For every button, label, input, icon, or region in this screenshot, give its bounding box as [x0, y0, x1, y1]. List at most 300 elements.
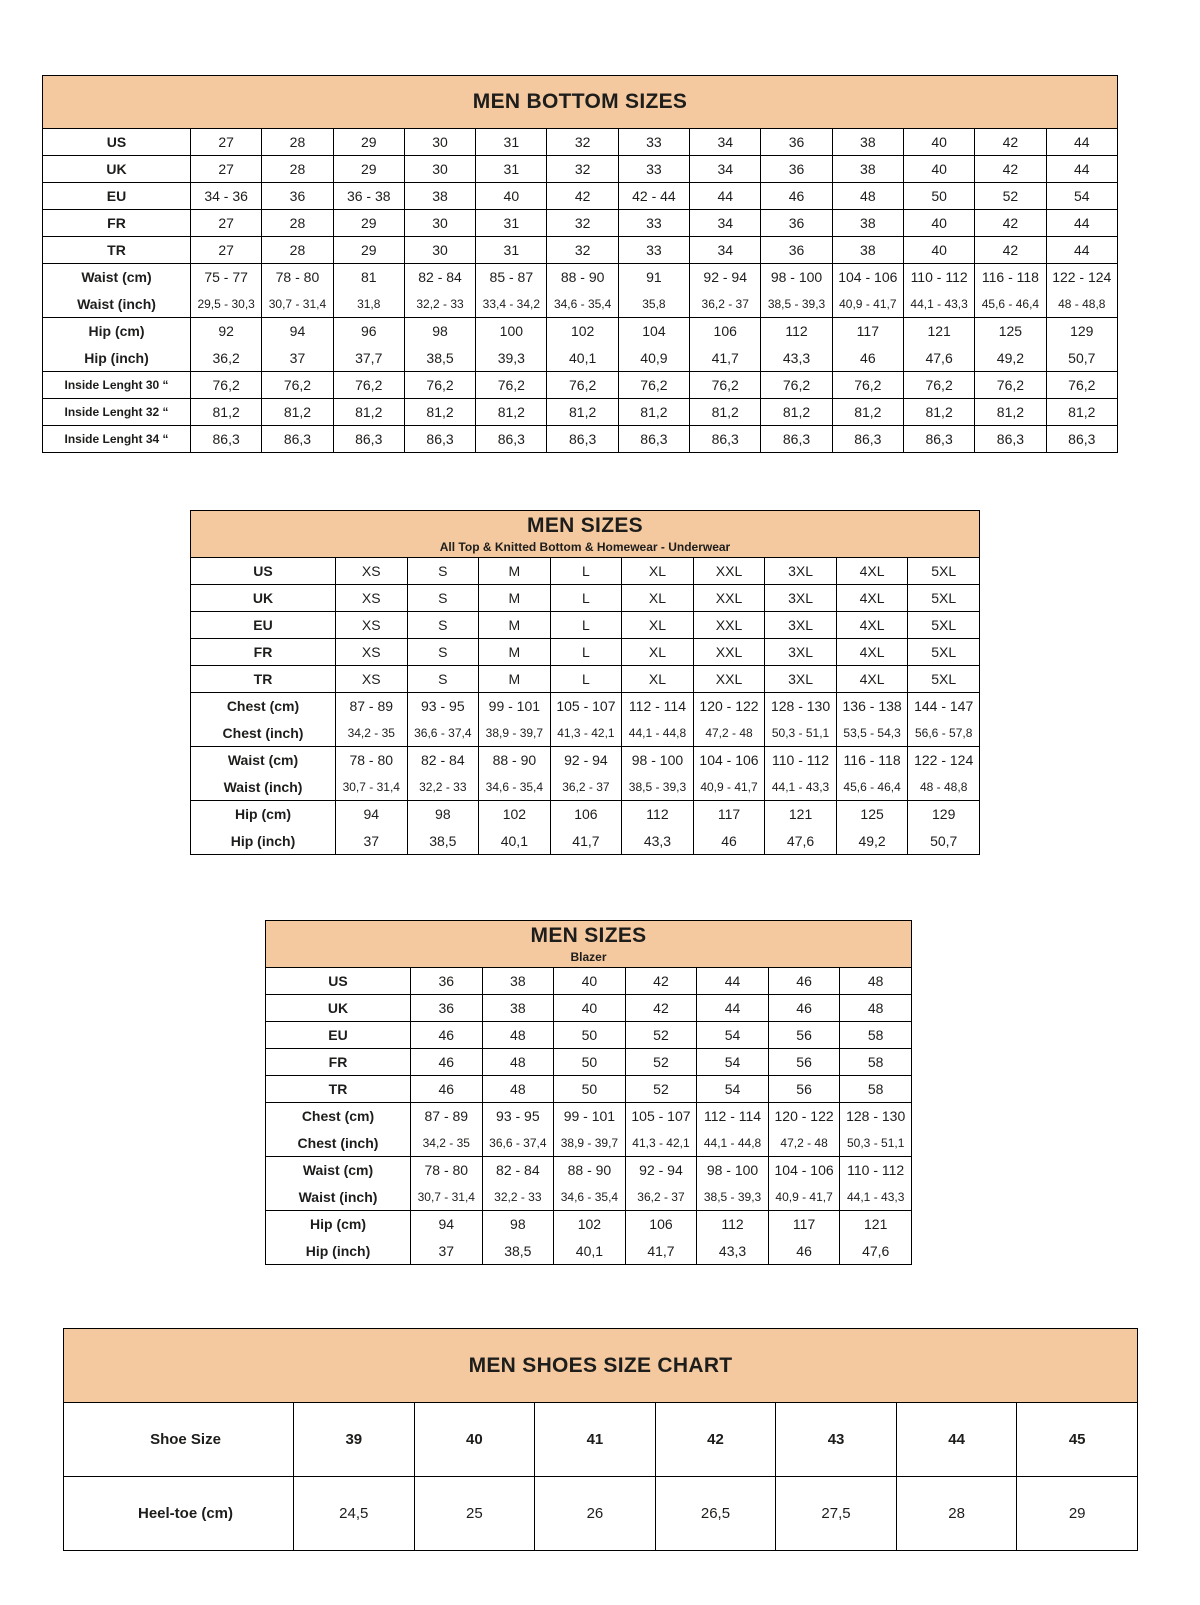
cell: 36 — [411, 995, 483, 1022]
cell: 106 — [690, 318, 761, 345]
cell: 31 — [476, 156, 547, 183]
cell: 40,1 — [547, 345, 618, 372]
cell: 116 - 118 — [836, 747, 908, 774]
cell: 28 — [896, 1477, 1017, 1551]
row-label: Waist (inch) — [191, 774, 336, 801]
cell: L — [550, 612, 622, 639]
cell: 36 — [411, 968, 483, 995]
cell: 32,2 - 33 — [404, 291, 475, 318]
cell: 98 - 100 — [622, 747, 694, 774]
cell: 98 — [482, 1211, 554, 1238]
cell: 104 - 106 — [832, 264, 903, 291]
cell: 112 - 114 — [697, 1103, 769, 1130]
cell: 75 - 77 — [191, 264, 262, 291]
cell: 76,2 — [547, 372, 618, 399]
cell: 36,2 - 37 — [550, 774, 622, 801]
cell: 40 — [903, 156, 974, 183]
cell: 29,5 - 30,3 — [191, 291, 262, 318]
cell: 37 — [336, 828, 408, 855]
cell: 3XL — [765, 585, 837, 612]
cell: 42 — [547, 183, 618, 210]
cell: 34 — [690, 237, 761, 264]
cell: M — [479, 639, 551, 666]
row-label: Hip (cm) — [266, 1211, 411, 1238]
cell: 30 — [404, 237, 475, 264]
row-label: US — [266, 968, 411, 995]
row-label: Heel-toe (cm) — [64, 1477, 294, 1551]
cell: XL — [622, 612, 694, 639]
cell: 98 - 100 — [697, 1157, 769, 1184]
cell: 38 — [832, 156, 903, 183]
cell: 36 — [761, 210, 832, 237]
cell: 52 — [625, 1076, 697, 1103]
cell: 38,5 — [407, 828, 479, 855]
cell: XS — [336, 666, 408, 693]
cell: 44,1 - 44,8 — [697, 1130, 769, 1157]
cell: 110 - 112 — [840, 1157, 912, 1184]
cell: 76,2 — [1046, 372, 1117, 399]
cell: 45,6 - 46,4 — [836, 774, 908, 801]
cell: 88 - 90 — [547, 264, 618, 291]
cell: 44 — [1046, 129, 1117, 156]
table-row — [191, 828, 980, 855]
cell: 31 — [476, 210, 547, 237]
cell: 48 — [482, 1076, 554, 1103]
cell: 38,9 - 39,7 — [479, 720, 551, 747]
cell: 112 — [761, 318, 832, 345]
cell: 46 — [768, 995, 840, 1022]
cell: 50,7 — [908, 828, 980, 855]
men-sizes-top-table — [190, 510, 980, 855]
cell: 85 - 87 — [476, 264, 547, 291]
table-row — [191, 747, 980, 774]
cell: XL — [622, 585, 694, 612]
cell: L — [550, 666, 622, 693]
cell: 46 — [832, 345, 903, 372]
table-row — [266, 1049, 912, 1076]
cell: 40 — [554, 968, 626, 995]
cell: S — [407, 639, 479, 666]
cell: XL — [622, 558, 694, 585]
row-label: Hip (inch) — [43, 345, 191, 372]
row-label: EU — [266, 1022, 411, 1049]
cell: 32,2 - 33 — [407, 774, 479, 801]
cell: 92 - 94 — [550, 747, 622, 774]
cell: 81,2 — [404, 399, 475, 426]
cell: 129 — [1046, 318, 1117, 345]
cell: 86,3 — [761, 426, 832, 453]
cell: L — [550, 558, 622, 585]
cell: XXL — [693, 612, 765, 639]
table-row — [266, 1211, 912, 1238]
table-row — [191, 585, 980, 612]
cell: 81,2 — [690, 399, 761, 426]
cell: 44 — [690, 183, 761, 210]
cell: 86,3 — [547, 426, 618, 453]
row-label: Waist (inch) — [43, 291, 191, 318]
cell: 5XL — [908, 639, 980, 666]
table-subtitle: Blazer — [570, 950, 607, 964]
cell: 86,3 — [903, 426, 974, 453]
cell: 121 — [765, 801, 837, 828]
cell: 82 - 84 — [407, 747, 479, 774]
cell: 41,7 — [550, 828, 622, 855]
cell: 76,2 — [832, 372, 903, 399]
table-row — [191, 801, 980, 828]
table-header — [266, 921, 912, 968]
table-row — [43, 345, 1118, 372]
cell: 32 — [547, 156, 618, 183]
cell: XS — [336, 558, 408, 585]
cell: 5XL — [908, 612, 980, 639]
cell: 42 — [975, 129, 1046, 156]
cell: 36,6 - 37,4 — [407, 720, 479, 747]
cell: 40 — [903, 210, 974, 237]
cell: 45,6 - 46,4 — [975, 291, 1046, 318]
cell: 3XL — [765, 666, 837, 693]
cell: 78 - 80 — [336, 747, 408, 774]
cell: 117 — [693, 801, 765, 828]
table-header-row — [64, 1329, 1138, 1403]
cell: 46 — [411, 1076, 483, 1103]
cell: 46 — [768, 968, 840, 995]
cell: 104 - 106 — [768, 1157, 840, 1184]
row-label: Waist (cm) — [266, 1157, 411, 1184]
cell: 94 — [411, 1211, 483, 1238]
cell: 96 — [333, 318, 404, 345]
cell: M — [479, 558, 551, 585]
cell: 34 — [690, 210, 761, 237]
table-row — [266, 1130, 912, 1157]
cell: L — [550, 585, 622, 612]
cell: 54 — [697, 1076, 769, 1103]
cell: 44 — [896, 1403, 1017, 1477]
table-row — [43, 210, 1118, 237]
cell: 86,3 — [476, 426, 547, 453]
cell: 129 — [908, 801, 980, 828]
cell: 120 - 122 — [693, 693, 765, 720]
cell: 36 — [761, 237, 832, 264]
row-label: US — [43, 129, 191, 156]
cell: 122 - 124 — [908, 747, 980, 774]
cell: 40 — [414, 1403, 535, 1477]
table-row — [191, 558, 980, 585]
cell: 46 — [411, 1049, 483, 1076]
cell: 32 — [547, 210, 618, 237]
cell: 27 — [191, 210, 262, 237]
cell: 56 — [768, 1049, 840, 1076]
cell: 36 — [761, 156, 832, 183]
cell: 27 — [191, 237, 262, 264]
cell: 41,3 - 42,1 — [550, 720, 622, 747]
cell: 99 - 101 — [479, 693, 551, 720]
cell: 33,4 - 34,2 — [476, 291, 547, 318]
cell: 43,3 — [697, 1238, 769, 1265]
table-row — [191, 666, 980, 693]
cell: 4XL — [836, 666, 908, 693]
cell: 81,2 — [476, 399, 547, 426]
cell: 36,6 - 37,4 — [482, 1130, 554, 1157]
cell: 98 - 100 — [761, 264, 832, 291]
cell: 112 - 114 — [622, 693, 694, 720]
cell: 86,3 — [333, 426, 404, 453]
cell: 56,6 - 57,8 — [908, 720, 980, 747]
cell: 37,7 — [333, 345, 404, 372]
cell: 36,2 - 37 — [625, 1184, 697, 1211]
cell: 38 — [832, 210, 903, 237]
cell: 121 — [903, 318, 974, 345]
cell: 37 — [411, 1238, 483, 1265]
cell: XL — [622, 666, 694, 693]
cell: 5XL — [908, 666, 980, 693]
cell: 88 - 90 — [479, 747, 551, 774]
cell: 40 — [554, 995, 626, 1022]
cell: 47,6 — [765, 828, 837, 855]
cell: M — [479, 612, 551, 639]
cell: 33 — [618, 210, 689, 237]
cell: 43,3 — [761, 345, 832, 372]
cell: 30,7 - 31,4 — [336, 774, 408, 801]
cell: 47,6 — [903, 345, 974, 372]
cell: 29 — [333, 129, 404, 156]
cell: 42 — [655, 1403, 776, 1477]
row-label: Shoe Size — [64, 1403, 294, 1477]
cell: 102 — [547, 318, 618, 345]
cell: 44 — [697, 995, 769, 1022]
cell: 76,2 — [975, 372, 1046, 399]
men-sizes-blazer — [265, 920, 912, 1265]
cell: 112 — [622, 801, 694, 828]
row-label: UK — [191, 585, 336, 612]
cell: 106 — [625, 1211, 697, 1238]
men-sizes-blazer-table — [265, 920, 912, 1265]
cell: 36 - 38 — [333, 183, 404, 210]
cell: 81,2 — [832, 399, 903, 426]
cell: 36,2 — [191, 345, 262, 372]
cell: 27 — [191, 129, 262, 156]
cell: 100 — [476, 318, 547, 345]
cell: XXL — [693, 558, 765, 585]
cell: 87 - 89 — [411, 1103, 483, 1130]
cell: 81,2 — [975, 399, 1046, 426]
table-header-row — [266, 921, 912, 968]
cell: 47,2 - 48 — [768, 1130, 840, 1157]
cell: S — [407, 585, 479, 612]
cell: 58 — [840, 1076, 912, 1103]
row-label: Chest (inch) — [191, 720, 336, 747]
cell: 116 - 118 — [975, 264, 1046, 291]
cell: 38,9 - 39,7 — [554, 1130, 626, 1157]
cell: 105 - 107 — [625, 1103, 697, 1130]
table-row — [266, 1076, 912, 1103]
cell: 94 — [336, 801, 408, 828]
row-label: Hip (inch) — [191, 828, 336, 855]
table-row — [43, 399, 1118, 426]
cell: 30,7 - 31,4 — [411, 1184, 483, 1211]
cell: 43,3 — [622, 828, 694, 855]
table-row — [266, 1238, 912, 1265]
cell: 76,2 — [618, 372, 689, 399]
cell: 88 - 90 — [554, 1157, 626, 1184]
cell: 81,2 — [262, 399, 333, 426]
cell: 92 - 94 — [690, 264, 761, 291]
cell: 54 — [1046, 183, 1117, 210]
cell: 78 - 80 — [262, 264, 333, 291]
row-label: Inside Lenght 34 “ — [43, 426, 191, 453]
row-label: FR — [266, 1049, 411, 1076]
cell: 86,3 — [975, 426, 1046, 453]
cell: 40,1 — [479, 828, 551, 855]
table-title: MEN SIZES — [527, 514, 643, 537]
row-label: UK — [43, 156, 191, 183]
table-subtitle: All Top & Knitted Bottom & Homewear - Underwear — [439, 540, 731, 554]
cell: 50 — [554, 1049, 626, 1076]
cell: 31,8 — [333, 291, 404, 318]
cell: 30 — [404, 210, 475, 237]
cell: 122 - 124 — [1046, 264, 1117, 291]
cell: 86,3 — [832, 426, 903, 453]
cell: 81,2 — [547, 399, 618, 426]
cell: 54 — [697, 1022, 769, 1049]
cell: 42 — [975, 156, 1046, 183]
cell: 86,3 — [1046, 426, 1117, 453]
cell: 128 - 130 — [840, 1103, 912, 1130]
cell: 106 — [550, 801, 622, 828]
cell: 29 — [1017, 1477, 1138, 1551]
cell: 99 - 101 — [554, 1103, 626, 1130]
row-label: US — [191, 558, 336, 585]
cell: 26,5 — [655, 1477, 776, 1551]
cell: 34,2 - 35 — [336, 720, 408, 747]
cell: 81,2 — [618, 399, 689, 426]
cell: 76,2 — [191, 372, 262, 399]
cell: S — [407, 666, 479, 693]
cell: 92 — [191, 318, 262, 345]
cell: 110 - 112 — [903, 264, 974, 291]
cell: 50 — [554, 1076, 626, 1103]
cell: 42 — [625, 995, 697, 1022]
cell: 93 - 95 — [407, 693, 479, 720]
cell: 41,3 - 42,1 — [625, 1130, 697, 1157]
row-label: Chest (cm) — [191, 693, 336, 720]
cell: 31 — [476, 129, 547, 156]
cell: 31 — [476, 237, 547, 264]
cell: 82 - 84 — [482, 1157, 554, 1184]
cell: 38,5 - 39,3 — [761, 291, 832, 318]
cell: 76,2 — [761, 372, 832, 399]
table-row — [266, 1157, 912, 1184]
cell: 27,5 — [776, 1477, 897, 1551]
cell: 38,5 - 39,3 — [622, 774, 694, 801]
cell: 128 - 130 — [765, 693, 837, 720]
row-label: UK — [266, 995, 411, 1022]
table-header-row — [43, 76, 1118, 129]
cell: 76,2 — [476, 372, 547, 399]
row-label: EU — [43, 183, 191, 210]
cell: 39 — [294, 1403, 415, 1477]
cell: 110 - 112 — [765, 747, 837, 774]
cell: 44,1 - 43,3 — [903, 291, 974, 318]
table-title: MEN SIZES — [530, 924, 647, 947]
cell: 34,6 - 35,4 — [479, 774, 551, 801]
cell: 136 - 138 — [836, 693, 908, 720]
cell: 117 — [768, 1211, 840, 1238]
cell: 41,7 — [625, 1238, 697, 1265]
table-row — [43, 156, 1118, 183]
cell: 52 — [975, 183, 1046, 210]
cell: 40 — [903, 129, 974, 156]
cell: 105 - 107 — [550, 693, 622, 720]
cell: 4XL — [836, 639, 908, 666]
row-label: EU — [191, 612, 336, 639]
cell: M — [479, 666, 551, 693]
cell: 30 — [404, 129, 475, 156]
table-header — [191, 511, 980, 558]
cell: 26 — [535, 1477, 656, 1551]
table-row — [266, 1103, 912, 1130]
table-row — [191, 639, 980, 666]
cell: XL — [622, 639, 694, 666]
cell: 48 — [840, 995, 912, 1022]
table-row — [43, 129, 1118, 156]
cell: 38 — [482, 968, 554, 995]
table-row — [266, 1022, 912, 1049]
row-label: Chest (cm) — [266, 1103, 411, 1130]
cell: 35,8 — [618, 291, 689, 318]
row-label: Inside Lenght 30 “ — [43, 372, 191, 399]
cell: 40,1 — [554, 1238, 626, 1265]
cell: 48 — [482, 1049, 554, 1076]
cell: 4XL — [836, 558, 908, 585]
cell: XXL — [693, 666, 765, 693]
cell: 48 — [832, 183, 903, 210]
cell: 47,6 — [840, 1238, 912, 1265]
cell: 5XL — [908, 558, 980, 585]
cell: 38,5 — [404, 345, 475, 372]
cell: 48 — [840, 968, 912, 995]
cell: 27 — [191, 156, 262, 183]
cell: 29 — [333, 156, 404, 183]
cell: 40 — [476, 183, 547, 210]
cell: 81,2 — [1046, 399, 1117, 426]
cell: 29 — [333, 210, 404, 237]
cell: 102 — [479, 801, 551, 828]
cell: 49,2 — [836, 828, 908, 855]
cell: 36 — [761, 129, 832, 156]
table-row — [43, 237, 1118, 264]
cell: 28 — [262, 129, 333, 156]
cell: 4XL — [836, 612, 908, 639]
cell: 91 — [618, 264, 689, 291]
cell: 37 — [262, 345, 333, 372]
row-label: TR — [43, 237, 191, 264]
cell: S — [407, 612, 479, 639]
cell: 43 — [776, 1403, 897, 1477]
table-row — [43, 264, 1118, 291]
cell: 44 — [1046, 156, 1117, 183]
cell: 86,3 — [690, 426, 761, 453]
cell: XXL — [693, 639, 765, 666]
row-label: TR — [191, 666, 336, 693]
table-title: MEN SHOES SIZE CHART — [468, 1353, 733, 1377]
cell: 34,6 - 35,4 — [547, 291, 618, 318]
cell: 44 — [697, 968, 769, 995]
row-label: Waist (inch) — [266, 1184, 411, 1211]
cell: 46 — [693, 828, 765, 855]
cell: 78 - 80 — [411, 1157, 483, 1184]
cell: 34 — [690, 156, 761, 183]
cell: 121 — [840, 1211, 912, 1238]
